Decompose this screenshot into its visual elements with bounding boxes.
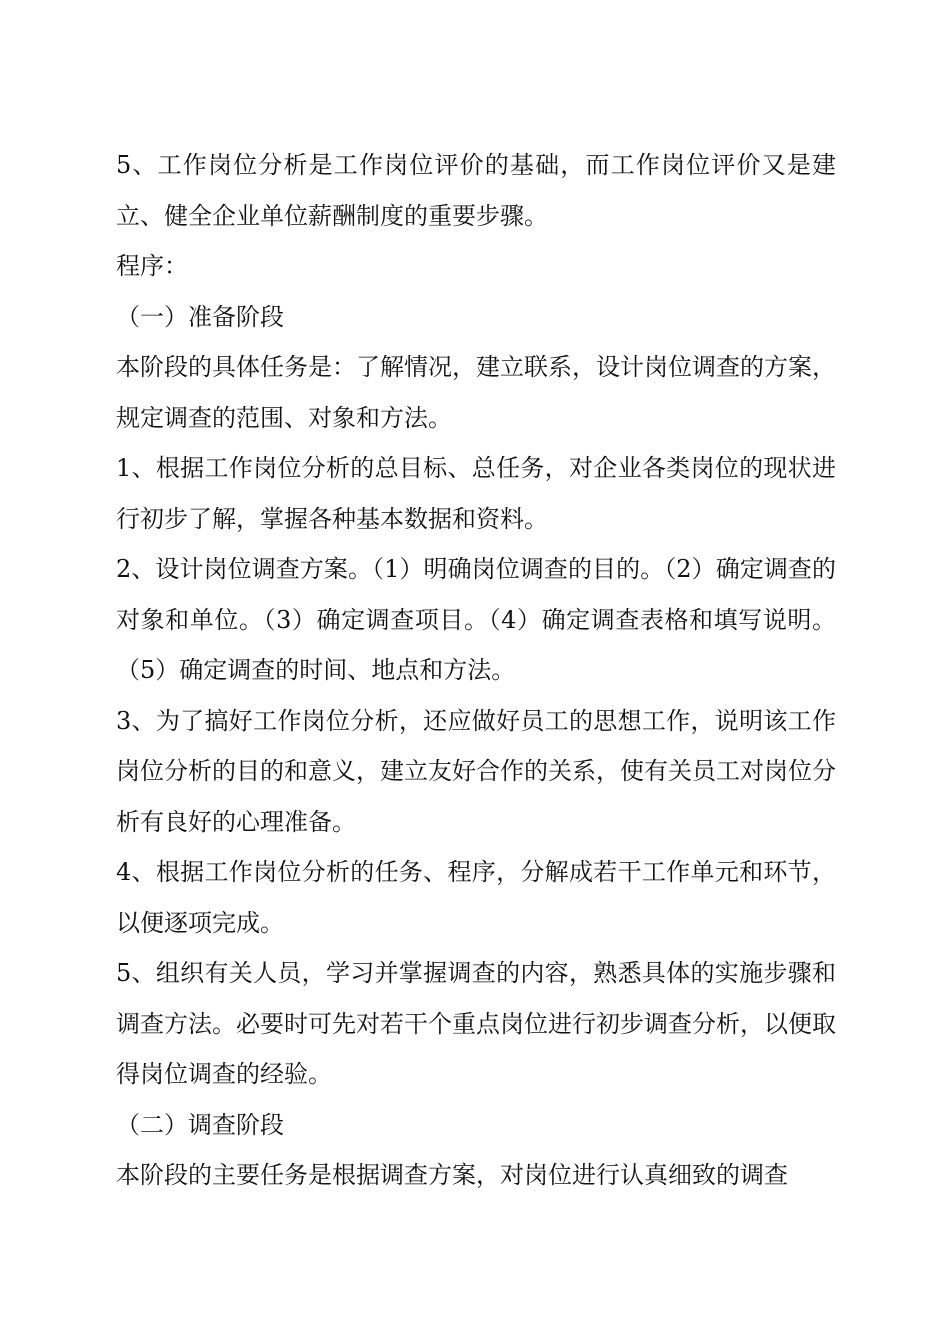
paragraph-item-4: 4、根据工作岗位分析的任务、程序，分解成若干工作单元和环节，以便逐项完成。 bbox=[116, 858, 836, 937]
paragraph-item-5-basis: 5、工作岗位分析是工作岗位评价的基础，而工作岗位评价又是建立、健全企业单位薪酬制度的重要步骤。 bbox=[116, 151, 836, 230]
paragraph-item-3: 3、为了搞好工作岗位分析，还应做好员工的思想工作，说明该工作岗位分析的目的和意义，建立友好合作的关系，使有关员工对岗位分析有良好的心理准备。 bbox=[116, 706, 836, 836]
paragraph-preparation-tasks: 本阶段的具体任务是：了解情况，建立联系，设计岗位调查的方案，规定调查的范围、对象和方法。 bbox=[116, 353, 836, 432]
procedure-heading: 程序： bbox=[116, 252, 188, 280]
paragraph-item-1: 1、根据工作岗位分析的总目标、总任务，对企业各类岗位的现状进行初步了解，掌握各种基本数据和资料。 bbox=[116, 454, 836, 533]
section-heading-preparation: （一）准备阶段 bbox=[116, 302, 284, 331]
section-heading-investigation: （二）调查阶段 bbox=[116, 1110, 284, 1139]
paragraph-item-5: 5、组织有关人员，学习并掌握调查的内容，熟悉具体的实施步骤和调查方法。必要时可先对若干个重点岗位进行初步调查分析，以便取得岗位调查的经验。 bbox=[116, 959, 836, 1088]
document-body bbox=[116, 140, 836, 1201]
paragraph-item-2: 2、设计岗位调查方案。（1）明确岗位调查的目的。（2）确定调查的对象和单位。（3）确定调查项目。（4）确定调查表格和填写说明。（5）确定调查的时间、地点和方法。 bbox=[116, 555, 836, 684]
paragraph-investigation-tasks: 本阶段的主要任务是根据调查方案，对岗位进行认真细致的调查 bbox=[116, 1161, 788, 1189]
